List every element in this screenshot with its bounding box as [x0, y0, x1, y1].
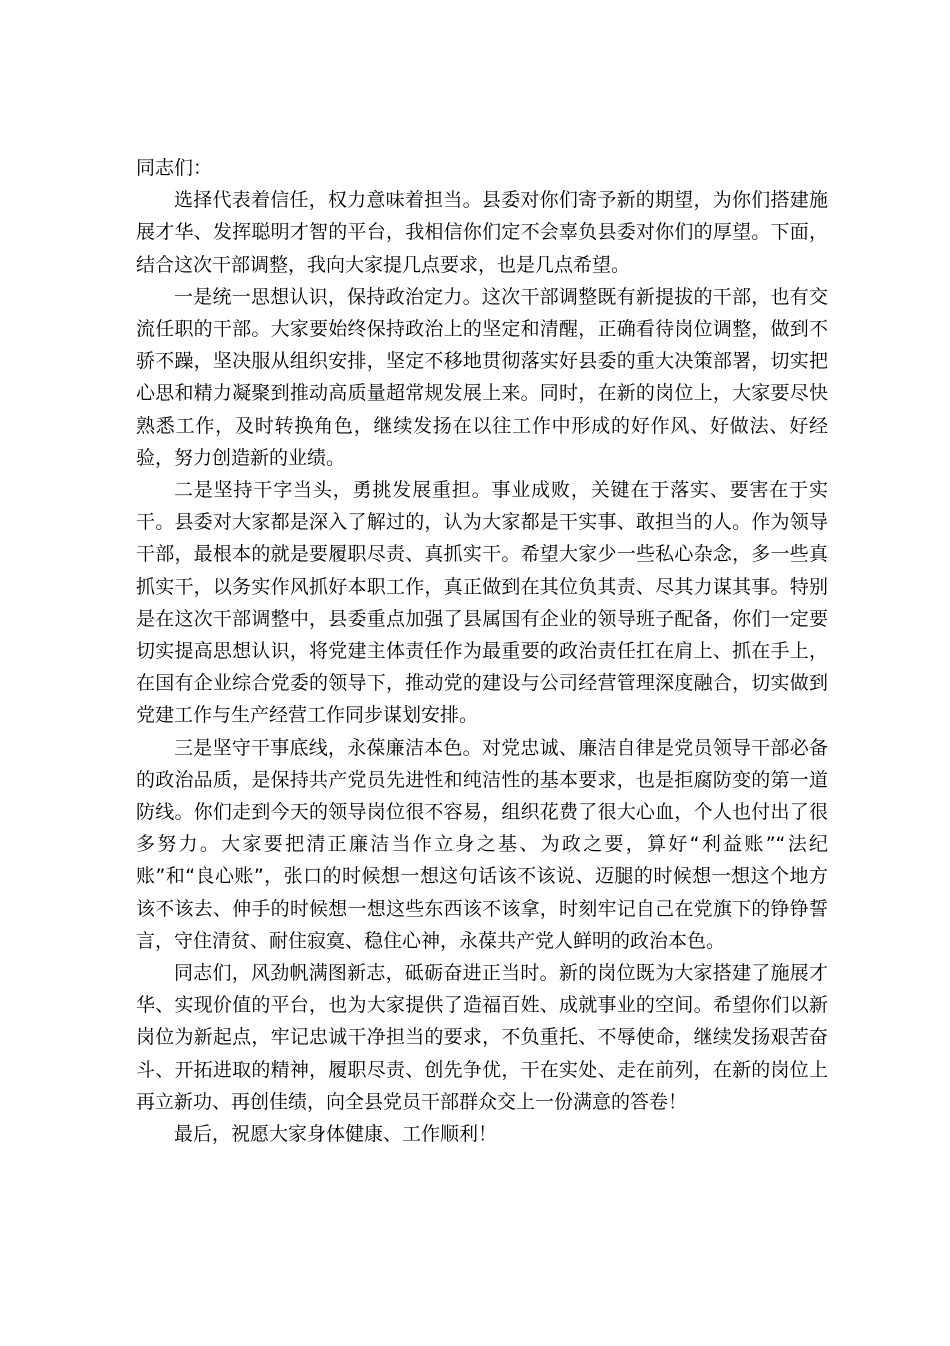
salutation: 同志们： [136, 157, 213, 179]
paragraph-point-two: 二是坚持干字当头，勇挑发展重担。事业成败，关键在于落实、要害在于实干。县委对大家都是深入了解过的，认为大家都是干实事、敢担当的人。作为领导干部，最根本的就是要履职尽责、真抓实干。希望大家少一些私心杂念，多一些真抓实干，以务实作风抓好本职工作，真正做到在其位负其责、尽其力谋其事。特别是在这次干部调整中，县委重点加强了县属国有企业的领导班子配备，你们一定要切实提高思想认识，将党建主体责任作为最重要的政治责任扛在肩上、抓在手上，在国有企业综合党委的领导下，推动党的建设与公司经营管理深度融合，切实做到党建工作与生产经营工作同步谋划安排。 [136, 479, 828, 727]
paragraph-conclusion: 同志们，风劲帆满图新志，砥砺奋进正当时。新的岗位既为大家搭建了施展才华、实现价值的平台，也为大家提供了造福百姓、成就事业的空间。希望你们以新岗位为新起点，牢记忠诚干净担当的要求，不负重托、不辱使命，继续发扬艰苦奋斗、开拓进取的精神，履职尽责、创先争优，干在实处、走在前列，在新的岗位上再立新功、再创佳绩，向全县党员干部群众交上一份满意的答卷！ [136, 962, 828, 1113]
paragraph-point-three: 三是坚守干事底线，永葆廉洁本色。对党忠诚、廉洁自律是党员领导干部必备的政治品质，是保持共产党员先进性和纯洁性的基本要求，也是拒腐防变的第一道防线。你们走到今天的领导岗位很不容易，组织花费了很大心血，个人也付出了很多努力。大家要把清正廉洁当作立身之基、为政之要，算好“利益账”“法纪账”和“良心账”，张口的时候想一想这句话该不该说、迈腿的时候想一想这个地方该不该去、伸手的时候想一想这些东西该不该拿，时刻牢记自己在党旗下的铮铮誓言，守住清贫、耐住寂寞、稳住心神，永葆共产党人鲜明的政治本色。 [136, 736, 828, 952]
paragraph-closing-wish: 最后，祝愿大家身体健康、工作顺利！ [174, 1123, 498, 1146]
speech-body [136, 152, 828, 1150]
paragraph-opening: 选择代表着信任，权力意味着担当。县委对你们寄予新的期望，为你们搭建施展才华、发挥聪明才智的平台，我相信你们定不会辜负县委对你们的厚望。下面，结合这次干部调整，我向大家提几点要求，也是几点希望。 [136, 189, 828, 276]
paragraph-point-one: 一是统一思想认识，保持政治定力。这次干部调整既有新提拔的干部，也有交流任职的干部。大家要始终保持政治上的坚定和清醒，正确看待岗位调整，做到不骄不躁，坚决服从组织安排，坚定不移地贯彻落实好县委的重大决策部署，切实把心思和精力凝聚到推动高质量超常规发展上来。同时，在新的岗位上，大家要尽快熟悉工作，及时转换角色，继续发扬在以往工作中形成的好作风、好做法、好经验，努力创造新的业绩。 [136, 285, 828, 469]
